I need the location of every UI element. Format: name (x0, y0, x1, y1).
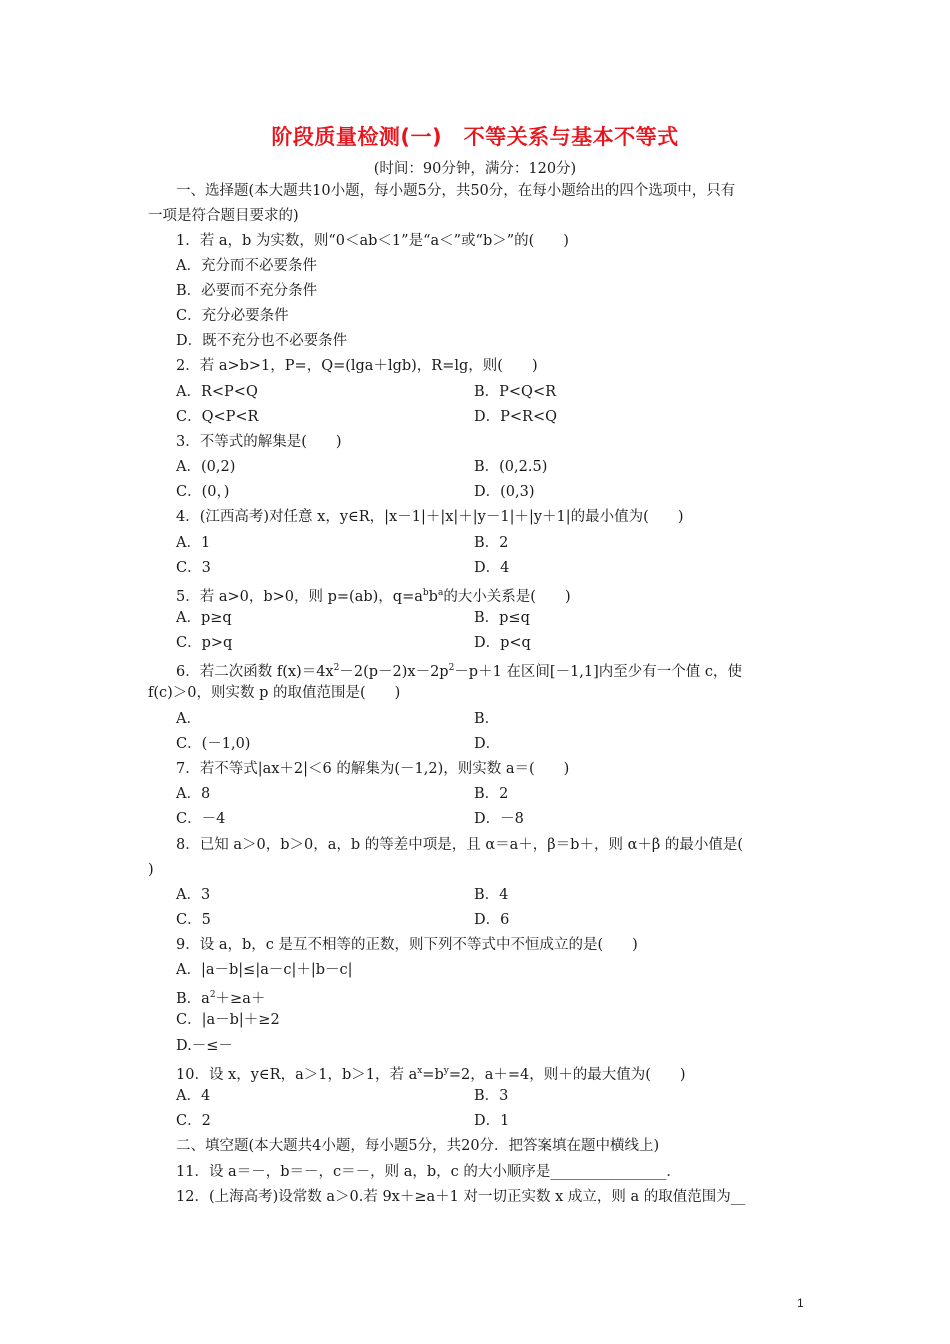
question-8-cont: ) (148, 862, 154, 878)
question-10: 10．设 x，y∈R，a＞1，b＞1，若 $a^x=b^y=2$，a＋=4，则＋的最大值为( ) (176, 1066, 686, 1083)
q9-option-a: A．|a－b|≤|a－c|＋|b－c| (176, 962, 353, 978)
q5-option-c: C．p>q (176, 635, 233, 651)
section1-heading-cont: 一项是符合题目要求的) (148, 208, 299, 224)
q6-option-b: B． (474, 711, 500, 727)
question-7: 7．若不等式|ax＋2|＜6 的解集为(－1,2)，则实数 a＝( ) (176, 761, 570, 777)
q1-option-b: B．必要而不充分条件 (176, 283, 318, 299)
q10-option-c: C．2 (176, 1113, 211, 1129)
q1-option-a: A．充分而不必要条件 (176, 258, 317, 274)
q3-option-b: B．(0,2.5) (474, 459, 548, 475)
q6-option-d: D． (474, 736, 501, 752)
question-3: 3．不等式的解集是( ) (176, 434, 342, 450)
q1-option-c: C．充分必要条件 (176, 308, 289, 324)
page-number: 1 (797, 1296, 804, 1310)
question-8: 8．已知 a＞0，b＞0，a，b 的等差中项是，且 α＝a＋，β＝b＋，则 α＋β 的最小值是( (176, 837, 744, 853)
q7-option-c: C．－4 (176, 811, 226, 827)
q6-option-c: C．(－1,0) (176, 736, 251, 752)
q10-option-d: D．1 (474, 1113, 510, 1129)
q1-option-d: D．既不充分也不必要条件 (176, 333, 348, 349)
q8-option-c: C．5 (176, 912, 211, 928)
page-title: 阶段质量检测(一) 不等关系与基本不等式 (271, 125, 679, 149)
question-2: 2．若 a>b>1，P=，Q=(lga＋lgb)，R=lg，则( ) (176, 358, 538, 374)
q3-option-c: C．(0，) (176, 484, 230, 500)
q3-option-d: D．(0,3) (474, 484, 535, 500)
q8-option-d: D．6 (474, 912, 510, 928)
q2-option-d: D．P<R<Q (474, 409, 557, 425)
q5-option-d: D．p<q (474, 635, 531, 651)
question-5: 5．若 a>0，b>0，则 p=(ab)，$q=a^bb^a$的大小关系是( ) (176, 588, 571, 605)
q2-option-a: A．R<P<Q (176, 384, 258, 400)
question-4: 4．(江西高考)对任意 x，y∈R，|x－1|＋|x|＋|y－1|＋|y＋1|的最小值为( ) (176, 509, 684, 525)
q7-option-a: A．8 (176, 786, 211, 802)
q10-option-b: B．3 (474, 1088, 509, 1104)
q8-option-a: A．3 (176, 887, 211, 903)
q4-option-d: D．4 (474, 560, 510, 576)
q9-option-c: C．|a－b|＋≥2 (176, 1012, 280, 1028)
question-6-cont: f(c)＞0，则实数 p 的取值范围是( ) (148, 685, 401, 701)
question-12: 12．(上海高考)设常数 a＞0.若 9x＋≥a＋1 对一切正实数 x 成立，则 a 的取值范围为__ (176, 1189, 746, 1205)
section1-heading: 一、选择题(本大题共10小题，每小题5分，共50分，在每小题给出的四个选项中，只有 (176, 183, 736, 199)
q5-option-a: A．p≥q (176, 610, 232, 626)
q2-option-b: B．P<Q<R (474, 384, 557, 400)
q7-option-d: D．－8 (474, 811, 524, 827)
question-6: 6．若二次函数 $f(x)=4x^2-2(p-2)x-2p^2-p+1$ 在区间[－1,1]内至少有一个值 c，使 (176, 663, 743, 680)
q10-option-a: A．4 (176, 1088, 211, 1104)
q9-option-b: B．$a^2+\ge a+$ (176, 990, 266, 1007)
q4-option-b: B．2 (474, 535, 509, 551)
q8-option-b: B．4 (474, 887, 509, 903)
q9-option-d: D.－≤－ (176, 1038, 233, 1054)
q2-option-c: C．Q<P<R (176, 409, 259, 425)
exam-info: (时间：90分钟，满分：120分) (373, 161, 577, 177)
question-1: 1．若 a，b 为实数，则“0＜ab＜1”是“a＜”或“b＞”的( ) (176, 233, 569, 249)
q7-option-b: B．2 (474, 786, 509, 802)
q6-option-a: A． (176, 711, 201, 727)
section2-heading: 二、填空题(本大题共4小题，每小题5分，共20分．把答案填在题中横线上) (176, 1138, 660, 1154)
question-9: 9．设 a，b，c 是互不相等的正数，则下列不等式中不恒成立的是( ) (176, 937, 638, 953)
question-11: 11．设 a＝－，b＝－，c＝－，则 a，b，c 的大小顺序是________________． (176, 1164, 681, 1180)
q5-option-b: B．p≤q (474, 610, 530, 626)
q3-option-a: A．(0,2) (176, 459, 236, 475)
q4-option-a: A．1 (176, 535, 211, 551)
q4-option-c: C．3 (176, 560, 211, 576)
